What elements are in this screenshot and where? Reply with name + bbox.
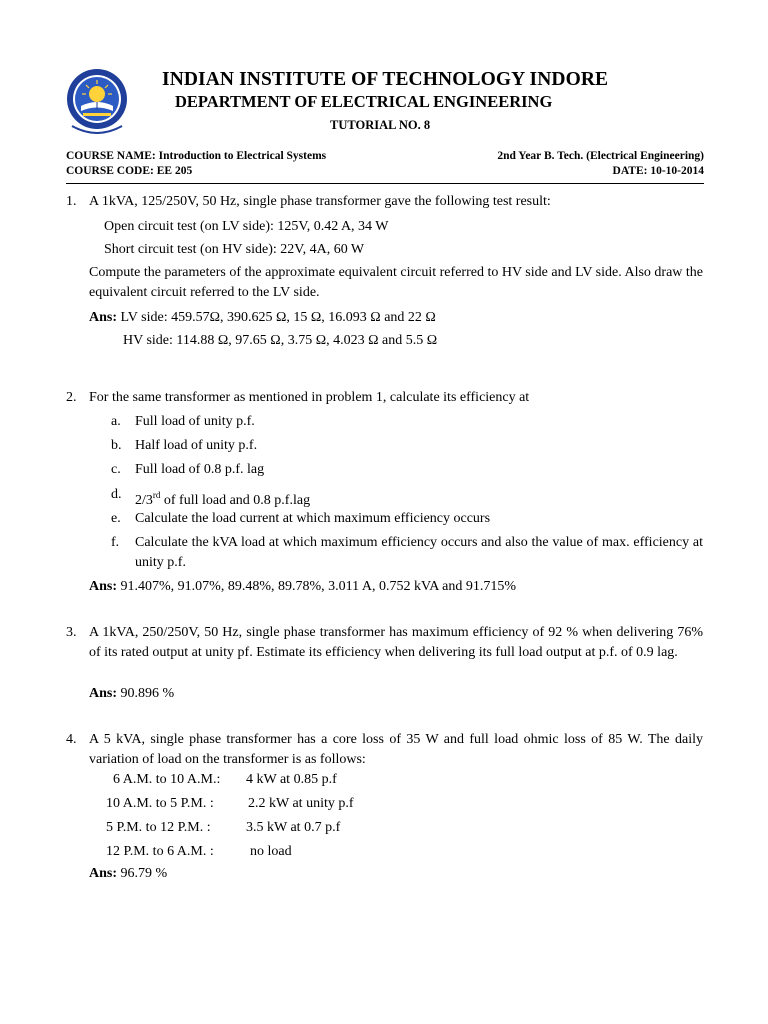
q1-text: A 1kVA, 125/250V, 50 Hz, single phase transformer gave the following test result:	[89, 194, 551, 209]
q2-item-c: Full load of 0.8 p.f. lag	[135, 462, 265, 477]
answer-label: Ans:	[89, 686, 118, 701]
q2-item-f-letter: f.	[111, 535, 120, 550]
q4-row-1-load: 4 kW at 0.85 p.f	[246, 772, 337, 787]
year-program: 2nd Year B. Tech. (Electrical Engineering)	[497, 150, 704, 162]
q2-item-e: Calculate the load current at which maximum efficiency occurs	[135, 511, 491, 526]
fraction-text: 2/3	[135, 493, 153, 508]
q1-answer-hv: HV side: 114.88 Ω, 97.65 Ω, 3.75 Ω, 4.023 Ω and 5.5 Ω	[123, 333, 438, 348]
q4-text: A 5 kVA, single phase transformer has a core loss of 35 W and full load ohmic loss of 85 W. The daily variation of load on the transformer is as follows:	[89, 732, 703, 767]
q2-answer	[89, 578, 516, 596]
q3-text: A 1kVA, 250/250V, 50 Hz, single phase transformer has maximum efficiency of 92 % when delivering 76% of its rated output at unity pf. Estimate its efficiency when delivering its full load output at p.f. of 0.9 lag.	[89, 625, 703, 660]
date: DATE: 10-10-2014	[612, 165, 704, 177]
q2-item-d	[135, 486, 310, 510]
q2-number: 2.	[66, 390, 77, 405]
q4-answer	[89, 865, 167, 883]
q4-row-2-load: 2.2 kW at unity p.f	[248, 796, 354, 811]
header-divider	[66, 183, 704, 184]
q2-item-f: Calculate the kVA load at which maximum efficiency occurs and also the value of max. efficiency at unity p.f.	[135, 535, 703, 570]
superscript-text: rd	[152, 490, 161, 500]
q2-item-a-letter: a.	[111, 414, 121, 429]
tutorial-title: TUTORIAL NO. 8	[330, 118, 431, 132]
answer-values: 91.407%, 91.07%, 89.48%, 89.78%, 3.011 A, 0.752 kVA and 91.715%	[117, 579, 517, 594]
q2-item-b-letter: b.	[111, 438, 122, 453]
q2-item-b: Half load of unity p.f.	[135, 438, 258, 453]
q4-row-4-time: 12 P.M. to 6 A.M. :	[106, 844, 214, 859]
q1-open-circuit-test: Open circuit test (on LV side): 125V, 0.42 A, 34 W	[104, 219, 389, 234]
q4-number: 4.	[66, 732, 77, 747]
q1-answer-lv	[89, 309, 436, 327]
iit-indore-emblem-icon	[66, 68, 128, 134]
q1-number: 1.	[66, 194, 77, 209]
q1-compute-text: Compute the parameters of the approximate equivalent circuit referred to HV side and LV side. Also draw the equivalent circuit referred to the LV side.	[89, 265, 704, 300]
q4-row-3-load: 3.5 kW at 0.7 p.f	[246, 820, 341, 835]
q2-text: For the same transformer as mentioned in problem 1, calculate its efficiency at	[89, 390, 530, 405]
answer-lv-values: LV side: 459.57Ω, 390.625 Ω, 15 Ω, 16.093 Ω and 22 Ω	[117, 310, 436, 325]
q3-answer	[89, 685, 174, 703]
answer-label: Ans:	[89, 310, 118, 325]
q4-row-2-time: 10 A.M. to 5 P.M. :	[106, 796, 214, 811]
answer-label: Ans:	[89, 866, 118, 881]
course-code: COURSE CODE: EE 205	[66, 165, 193, 177]
q4-row-3-time: 5 P.M. to 12 P.M. :	[106, 820, 211, 835]
q4-row-1-time: 6 A.M. to 10 A.M.:	[113, 772, 221, 787]
answer-values: 90.896 %	[117, 686, 175, 701]
answer-values: 96.79 %	[117, 866, 168, 881]
answer-label: Ans:	[89, 579, 118, 594]
q2-item-d-letter: d.	[111, 487, 122, 502]
q4-row-4-load: no load	[250, 844, 292, 859]
q3-number: 3.	[66, 625, 77, 640]
course-name: COURSE NAME: Introduction to Electrical Systems	[66, 150, 327, 162]
q2-item-c-letter: c.	[111, 462, 121, 477]
item-d-rest: of full load and 0.8 p.f.lag	[160, 493, 311, 508]
department-name: DEPARTMENT OF ELECTRICAL ENGINEERING	[175, 92, 553, 111]
q2-item-a: Full load of unity p.f.	[135, 414, 255, 429]
q2-item-e-letter: e.	[111, 511, 121, 526]
institute-name: INDIAN INSTITUTE OF TECHNOLOGY INDORE	[162, 69, 609, 90]
institute-logo	[66, 68, 128, 134]
q1-short-circuit-test: Short circuit test (on HV side): 22V, 4A, 60 W	[104, 242, 365, 257]
